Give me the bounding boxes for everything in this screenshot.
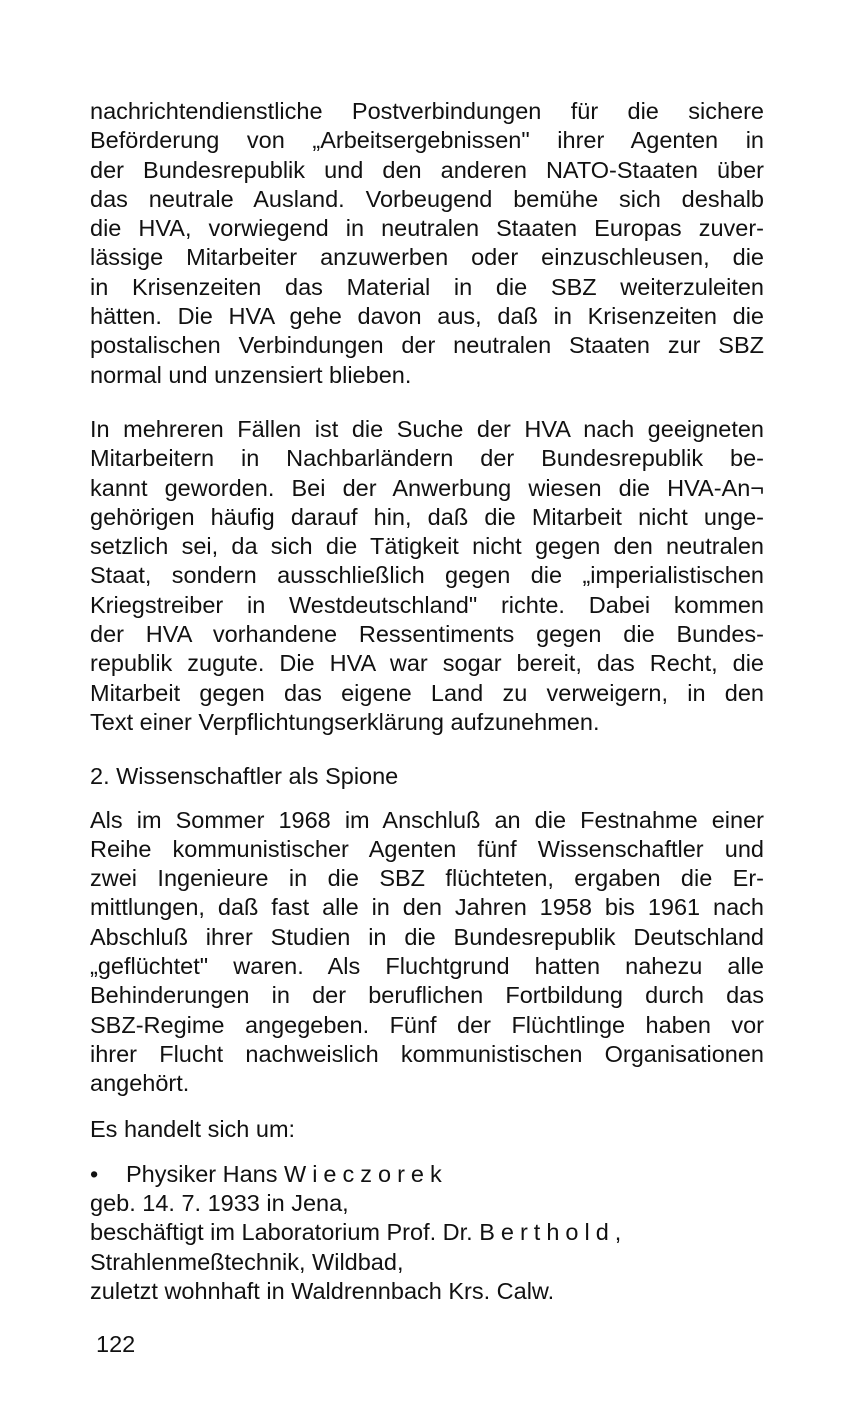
paragraph-spacer: [90, 792, 764, 806]
text-line: angehört.: [90, 1070, 190, 1097]
text-line: hätten. Die HVA gehe davon aus, daß in Krisenzeiten die: [90, 303, 764, 330]
text-line: In mehreren Fällen ist die Suche der HVA nach geeigneten: [90, 415, 764, 442]
text-line: Abschluß ihrer Studien in die Bundesrepublik Deutschland: [90, 923, 764, 950]
residence-info: zuletzt wohnhaft in Waldrennbach Krs. Calw.: [90, 1277, 555, 1304]
list-item: [90, 1160, 764, 1306]
text-line: lässige Mitarbeiter anzuwerben oder einzuschleusen, die: [90, 244, 764, 271]
field-info: Strahlenmeßtechnik, Wildbad,: [90, 1248, 404, 1275]
text-line: normal und unzensiert blieben.: [90, 361, 412, 388]
employment-info: [90, 1218, 764, 1247]
paragraph-scientists: [90, 806, 764, 1099]
text-line: Als im Sommer 1968 im Anschluß an die Festnahme einer: [90, 806, 764, 833]
text-line: das neutrale Ausland. Vorbeugend bemühe sich deshalb: [90, 185, 764, 212]
text-line: Beförderung von „Arbeitsergebnissen" ihrer Agenten in: [90, 127, 764, 154]
paragraph-postal-connections: [90, 97, 764, 390]
section-heading: 2. Wissenschaftler als Spione: [90, 763, 399, 790]
page-number: 122: [96, 1331, 136, 1357]
text-line: Text einer Verpflichtungserklärung aufzunehmen.: [90, 708, 600, 735]
text-line: zwei Ingenieure in die SBZ flüchteten, ergaben die Er-: [90, 865, 764, 892]
text-line: der HVA vorhandene Ressentiments gegen die Bundes-: [90, 621, 764, 648]
list-item-title: [90, 1160, 764, 1189]
text-line: Reihe kommunistischer Agenten fünf Wissenschaftler und: [90, 835, 764, 862]
text-line: SBZ-Regime angegeben. Fünf der Flüchtlinge haben vor: [90, 1011, 764, 1038]
employment-prefix: beschäftigt im Laboratorium Prof. Dr.: [90, 1219, 473, 1246]
text-line: Staat, sondern ausschließlich gegen die „imperialistischen: [90, 562, 764, 589]
text-line: die HVA, vorwiegend in neutralen Staaten Europas zuver-: [90, 215, 764, 242]
bullet-icon: •: [90, 1160, 99, 1187]
text-line: Mitarbeit gegen das eigene Land zu verweigern, in den: [90, 679, 764, 706]
paragraph-recruitment: [90, 415, 764, 737]
text-line: republik zugute. Die HVA war sogar bereit, das Recht, die: [90, 650, 764, 677]
paragraph-spacer: [90, 737, 764, 762]
employment-suffix: ,: [614, 1219, 622, 1246]
text-line: Mitarbeitern in Nachbarländern der Bundesrepublik be-: [90, 445, 764, 472]
paragraph-spacer: [90, 1099, 764, 1115]
employer-name: Berthold: [479, 1219, 615, 1246]
text-line: Behinderungen in der beruflichen Fortbildung durch das: [90, 982, 764, 1009]
text-line: ihrer Flucht nachweislich kommunistischen Organisationen: [90, 1040, 764, 1067]
text-line: postalischen Verbindungen der neutralen Staaten zur SBZ: [90, 332, 764, 359]
paragraph-spacer: [90, 390, 764, 415]
text-line: der Bundesrepublik und den anderen NATO-Staaten über: [90, 156, 764, 183]
birth-info: geb. 14. 7. 1933 in Jena,: [90, 1190, 349, 1217]
text-line: Es handelt sich um:: [90, 1115, 296, 1142]
text-line: kannt geworden. Bei der Anwerbung wiesen die HVA-An¬: [90, 474, 764, 501]
intro-line: [90, 1115, 764, 1144]
text-line: gehörigen häufig darauf hin, daß die Mitarbeit nicht unge-: [90, 503, 764, 530]
paragraph-spacer: [90, 1144, 764, 1160]
name-prefix: Physiker Hans: [126, 1160, 278, 1187]
text-line: „geflüchtet" waren. Als Fluchtgrund hatten nahezu alle: [90, 953, 764, 980]
text-line: in Krisenzeiten das Material in die SBZ weiterzuleiten: [90, 273, 764, 300]
surname: Wieczorek: [284, 1160, 448, 1187]
text-line: setzlich sei, da sich die Tätigkeit nicht gegen den neutralen: [90, 533, 764, 560]
text-line: mittlungen, daß fast alle in den Jahren 1958 bis 1961 nach: [90, 894, 764, 921]
page-body: [90, 97, 764, 1306]
text-line: nachrichtendienstliche Postverbindungen für die sichere: [90, 98, 764, 124]
text-line: Kriegstreiber in Westdeutschland" richte. Dabei kommen: [90, 591, 764, 618]
